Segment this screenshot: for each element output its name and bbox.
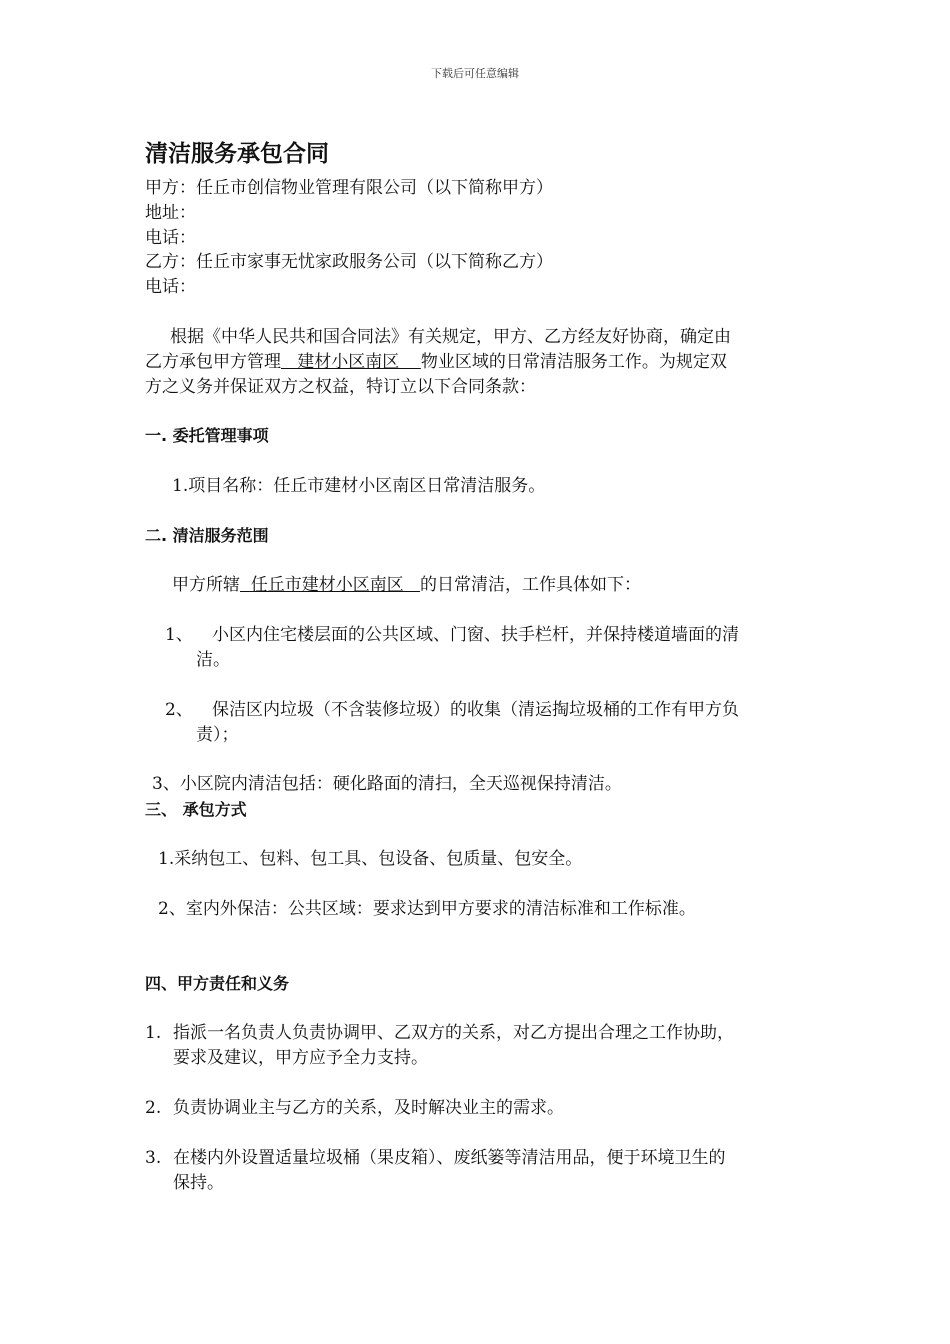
section-4-item-3-line-1: 在楼内外设置适量垃圾桶（果皮箱）、废纸篓等清洁用品，便于环境卫生的 [173,1148,726,1168]
section-2-lead-pre: 甲方所辖 [172,575,240,595]
header-note: 下载后可任意编辑 [431,67,519,80]
section-1-item-1: 1.项目名称：任丘市建材小区南区日常清洁服务。 [172,476,546,496]
section-3-item-1: 1.采纳包工、包料、包工具、包设备、包质量、包安全。 [158,849,583,869]
section-3-item-2: 2、室内外保洁：公共区域：要求达到甲方要求的清洁标准和工作标准。 [158,899,696,919]
section-2-item-1-line-2: 洁。 [196,650,230,670]
phone-a-line: 电话： [145,228,196,248]
section-2-item-1-line-1: 小区内住宅楼层面的公共区域、门窗、扶手栏杆，并保持楼道墙面的清 [212,625,739,645]
section-4-item-3-line-2: 保持。 [173,1173,224,1193]
section-2-lead-post: 的日常清洁，工作具体如下： [420,575,642,595]
section-4-item-1-line-2: 要求及建议，甲方应予全力支持。 [173,1048,428,1068]
project-area-underlined: 建材小区南区 [281,352,421,372]
section-2-item-2-line-2: 责）； [196,725,239,745]
section-3-heading: 三、 承包方式 [145,800,247,819]
section-2-lead [172,573,641,597]
section-1-heading: 一. 委托管理事项 [145,426,269,445]
section-4-item-3-number: 3. [145,1148,162,1168]
address-line: 地址： [145,203,196,223]
intro-line-2 [145,350,727,374]
contract-title: 清洁服务承包合同 [145,141,329,167]
intro-line-2-pre: 乙方承包甲方管理 [145,352,281,372]
section-4-item-1-line-1: 指派一名负责人负责协调甲、乙双方的关系，对乙方提出合理之工作协助， [173,1023,734,1043]
section-4-item-2-number: 2. [145,1098,162,1118]
section-4-item-1-number: 1. [145,1023,162,1043]
service-area-underlined: 任丘市建材小区南区 [240,575,421,595]
section-2-item-1-number: 1、 [165,625,193,645]
intro-line-1: 根据《中华人民共和国合同法》有关规定，甲方、乙方经友好协商，确定由 [170,327,731,347]
phone-b-line: 电话： [145,277,196,297]
intro-line-2-post: 物业区域的日常清洁服务工作。为规定双 [420,352,727,372]
party-a-line: 甲方：任丘市创信物业管理有限公司（以下简称甲方） [145,178,553,198]
party-b-line: 乙方：任丘市家事无忧家政服务公司（以下简称乙方） [145,252,553,272]
intro-line-3: 方之义务并保证双方之权益，特订立以下合同条款： [145,377,536,397]
section-2-heading: 二. 清洁服务范围 [145,526,269,545]
section-4-heading: 四、甲方责任和义务 [145,974,290,993]
section-4-item-2: 负责协调业主与乙方的关系，及时解决业主的需求。 [173,1098,564,1118]
section-2-item-2-number: 2、 [165,700,193,720]
section-2-item-2-line-1: 保洁区内垃圾（不含装修垃圾）的收集（清运掏垃圾桶的工作有甲方负 [212,700,739,720]
section-2-item-3: 3、小区院内清洁包括：硬化路面的清扫，全天巡视保持清洁。 [152,774,622,794]
